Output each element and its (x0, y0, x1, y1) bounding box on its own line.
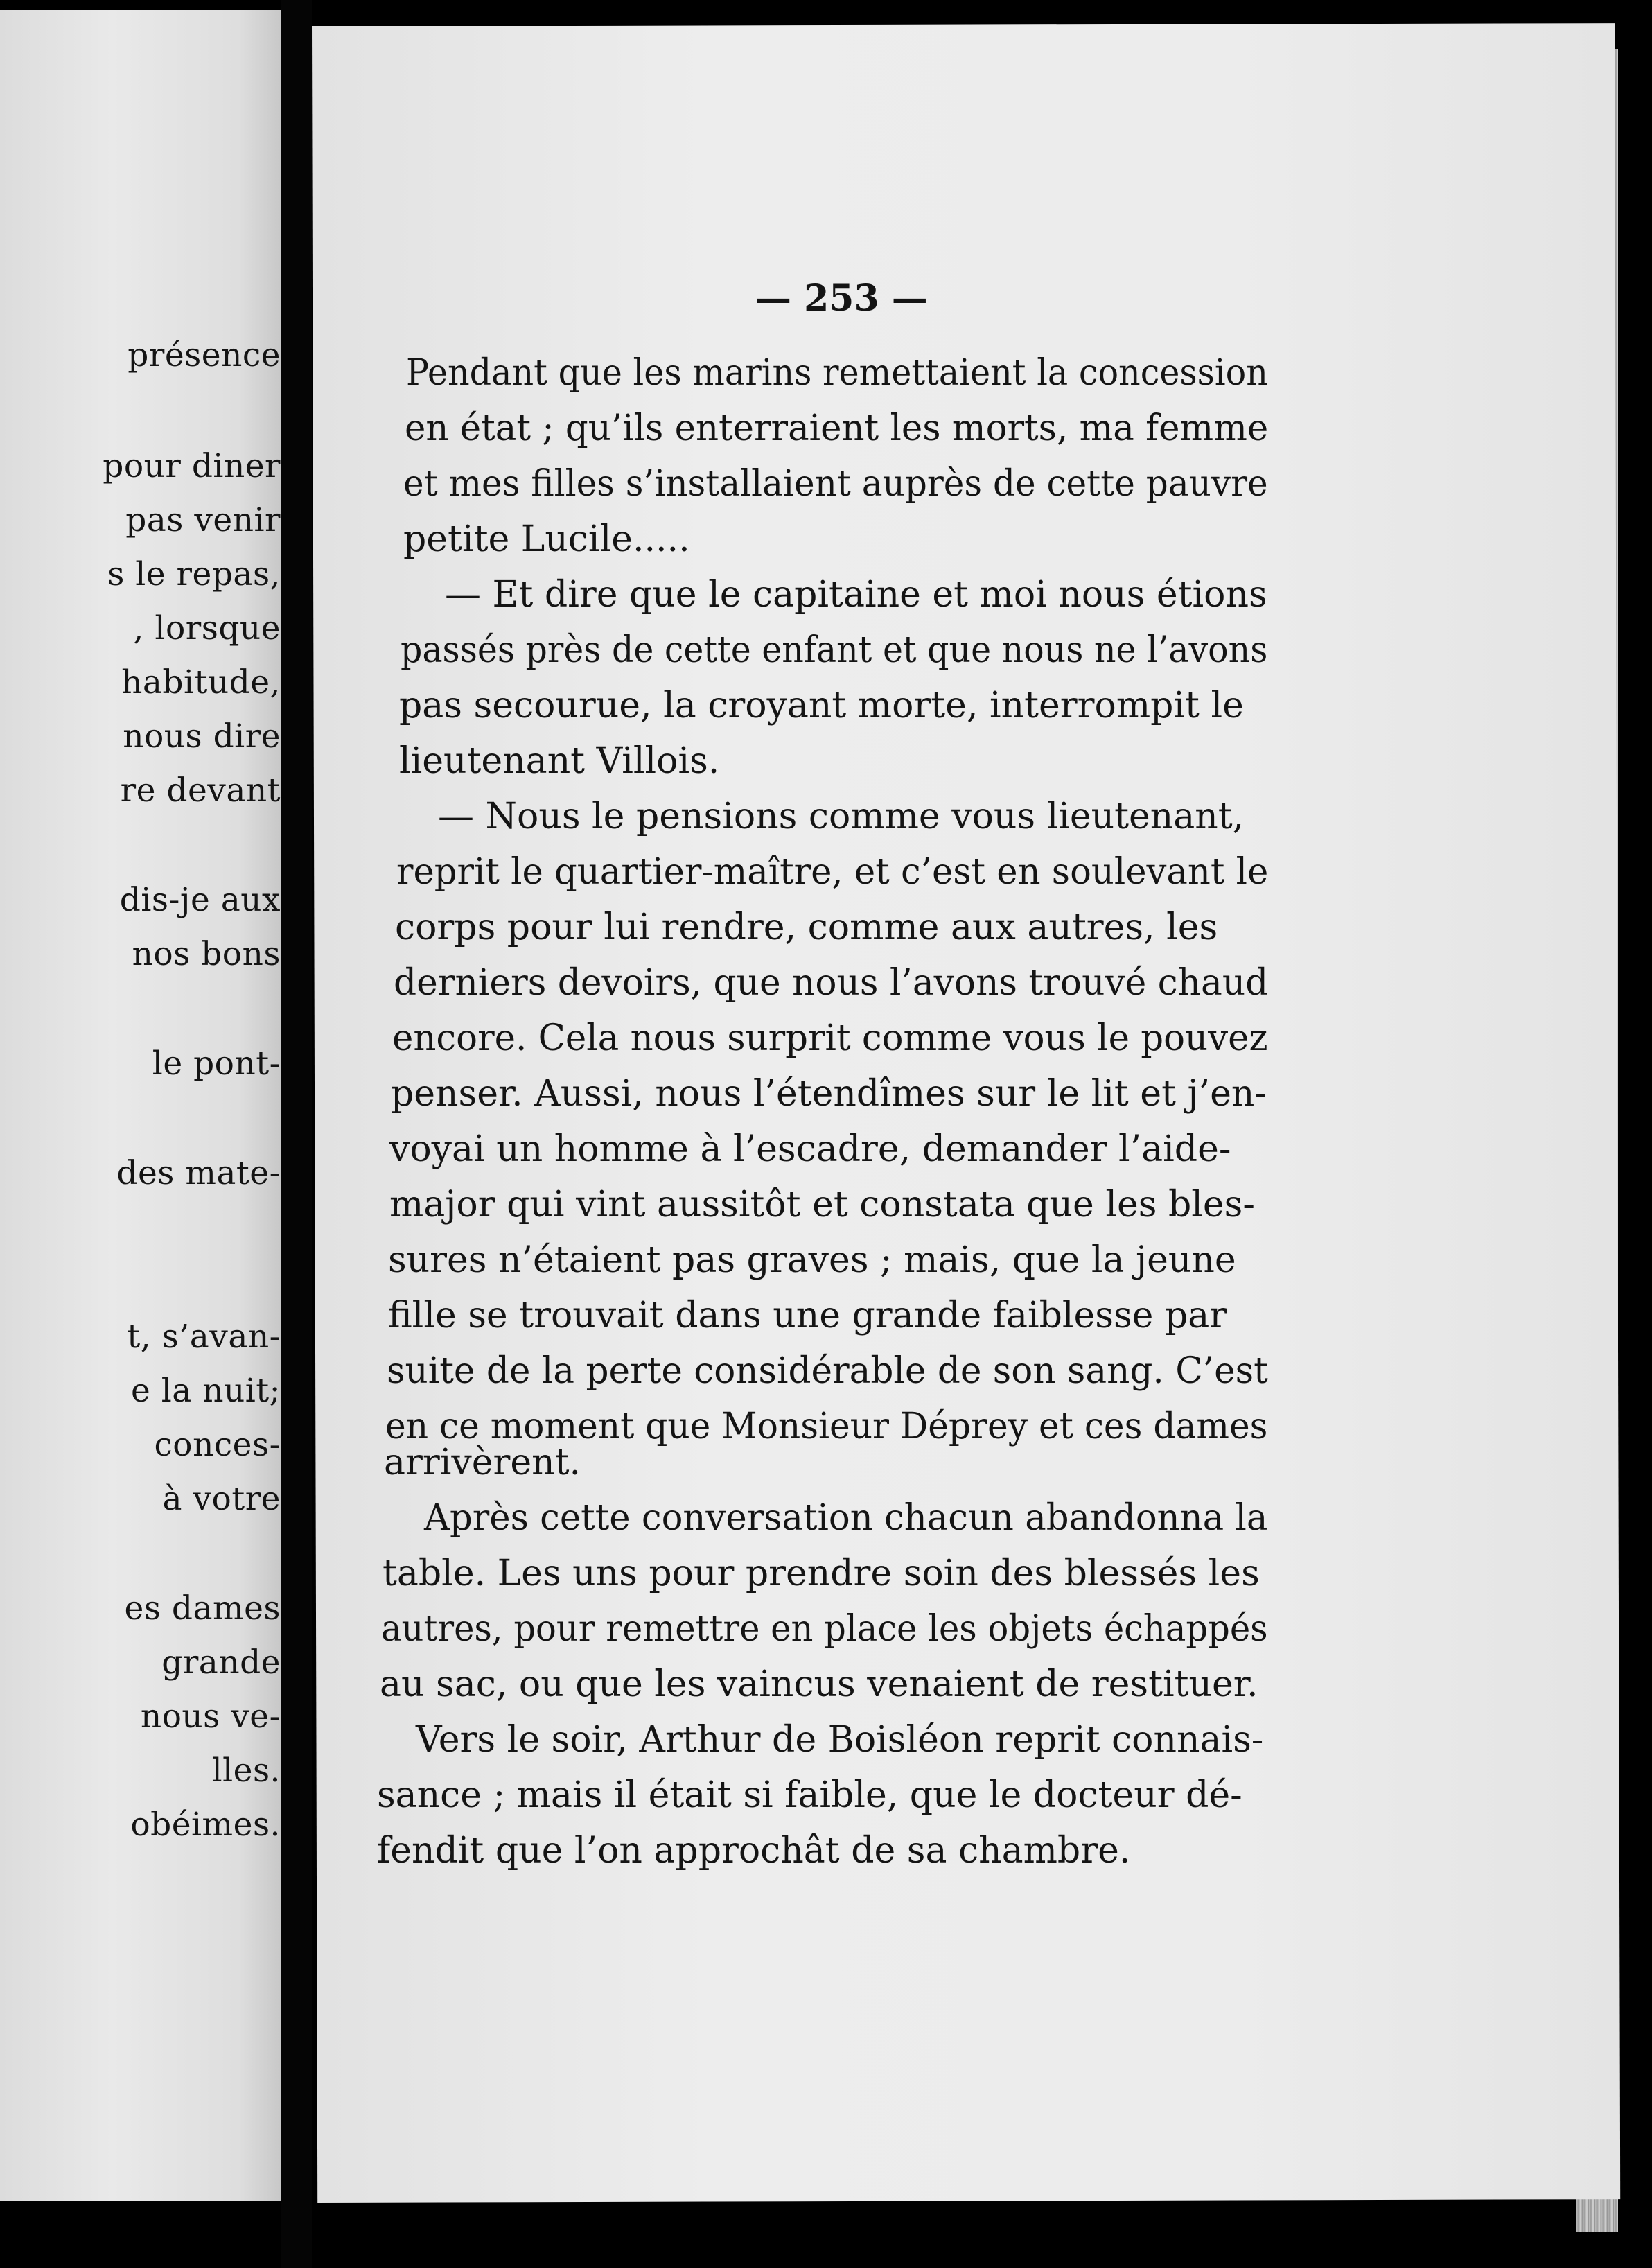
body-text-line: pas secourue, la croyant morte, interrompit le (399, 685, 1244, 726)
left-page-line: pas venir (125, 501, 281, 539)
left-page (0, 10, 281, 2201)
left-page-line: obéimes. (130, 1806, 281, 1844)
body-text-line: passés près de cette enfant et que nous ne l’avons (401, 629, 1268, 671)
body-text-line: et mes filles s’installaient auprès de cette pauvre (403, 463, 1268, 505)
left-page-line: habitude, (121, 663, 281, 701)
body-text-line: penser. Aussi, nous l’étendîmes sur le lit et j’en- (391, 1073, 1267, 1115)
left-page-line: s le repas, (107, 555, 281, 593)
body-text-line: major qui vint aussitôt et constata que les bles- (389, 1184, 1255, 1225)
left-page-line: nous dire (123, 717, 281, 756)
left-page-line: t, s’avan- (127, 1318, 281, 1356)
left-page-line: e la nuit; (130, 1372, 281, 1410)
left-page-line: lles. (211, 1752, 281, 1790)
left-page-line: , lorsque (133, 609, 281, 647)
body-text-line: autres, pour remettre en place les objets échappés (381, 1608, 1268, 1650)
body-text-line: suite de la perte considérable de son sang. C’est (387, 1350, 1268, 1392)
body-text-line: en ce moment que Monsieur Déprey et ces dames (385, 1406, 1268, 1447)
book-spine (281, 0, 312, 2268)
body-text-line: — Nous le pensions comme vous lieutenant, (438, 796, 1245, 837)
left-page-line: re devant (120, 771, 281, 810)
body-text-line: sures n’étaient pas graves ; mais, que la jeune (388, 1239, 1236, 1281)
body-text-line: corps pour lui rendre, comme aux autres, les (395, 907, 1218, 948)
body-text-line: fendit que l’on approchât de sa chambre. (377, 1830, 1131, 1872)
left-page-line: pour diner (103, 447, 281, 485)
page-number: — 253 — (755, 277, 928, 320)
body-text-line: en état ; qu’ils enterraient les morts, ma femme (405, 408, 1269, 449)
body-text-line: table. Les uns pour prendre soin des blessés les (383, 1553, 1260, 1594)
body-text-line: sance ; mais il était si faible, que le docteur dé- (377, 1774, 1242, 1816)
body-text-line: Pendant que les marins remettaient la concession (406, 352, 1268, 394)
body-text-line: reprit le quartier-maître, et c’est en soulevant le (396, 851, 1269, 893)
left-page-line: es dames (124, 1589, 281, 1628)
left-page-line: nos bons (132, 935, 281, 973)
body-text-line: Vers le soir, Arthur de Boisléon reprit connais- (416, 1719, 1264, 1761)
body-text-line: lieutenant Villois. (399, 740, 720, 782)
body-text-line: petite Lucile..... (403, 518, 690, 560)
body-text-line: arrivèrent. (384, 1442, 581, 1483)
body-text-line: fille se trouvait dans une grande faiblesse par (388, 1295, 1227, 1336)
body-text-line: Après cette conversation chacun abandonna la (424, 1497, 1268, 1539)
left-page-line: dis-je aux (119, 881, 281, 919)
left-page-line: grande (161, 1643, 281, 1682)
left-page-line: des mate- (116, 1154, 281, 1192)
body-text-line: encore. Cela nous surprit comme vous le pouvez (392, 1018, 1268, 1059)
body-text-line: voyai un homme à l’escadre, demander l’aide- (389, 1128, 1231, 1170)
left-page-line: nous ve- (140, 1698, 281, 1736)
body-text-line: au sac, ou que les vaincus venaient de restituer. (380, 1664, 1258, 1705)
body-text-line: derniers devoirs, que nous l’avons trouvé chaud (394, 962, 1269, 1004)
left-page-line: à votre (162, 1480, 281, 1518)
left-page-line: présence (128, 336, 281, 374)
left-page-line: le pont- (152, 1045, 281, 1083)
left-page-line: conces- (154, 1426, 281, 1464)
body-text-line: — Et dire que le capitaine et moi nous étions (445, 574, 1267, 616)
